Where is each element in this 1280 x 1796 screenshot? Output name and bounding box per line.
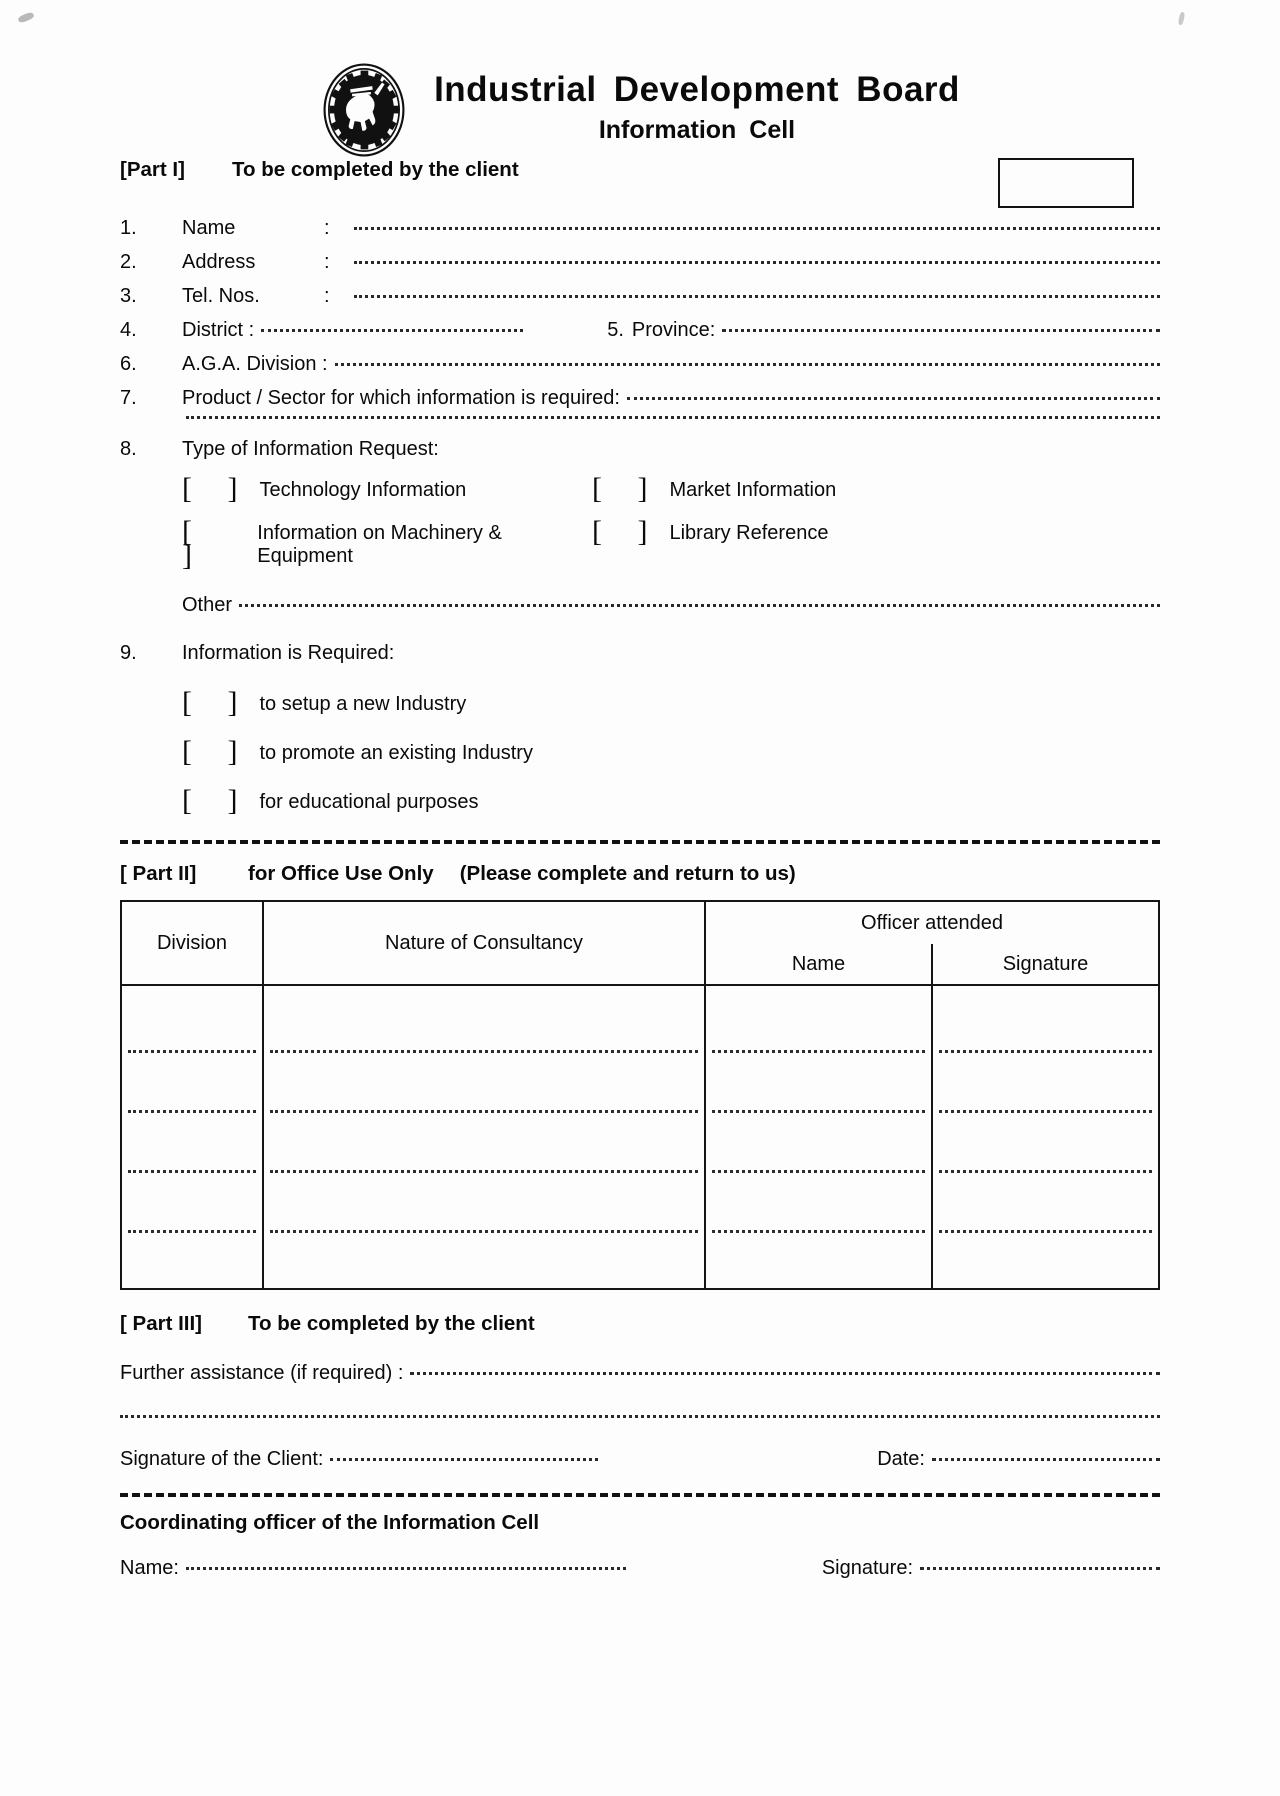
column-header-officer-signature: Signature bbox=[932, 944, 1159, 985]
column-header-nature-of-consultancy: Nature of Consultancy bbox=[263, 901, 705, 985]
district-input-line[interactable] bbox=[261, 329, 523, 332]
item9-label: Information is Required: bbox=[182, 642, 395, 664]
field-number: 7. bbox=[120, 387, 137, 409]
date-input-line[interactable] bbox=[932, 1458, 1160, 1461]
field-number: 8. bbox=[120, 438, 137, 460]
client-details-fields bbox=[120, 217, 1160, 817]
other-input-line[interactable] bbox=[239, 604, 1160, 607]
part3-title: To be completed by the client bbox=[248, 1312, 535, 1335]
field-colon: : bbox=[324, 217, 330, 239]
item8-other-row bbox=[182, 594, 1160, 617]
part2-note: (Please complete and return to us) bbox=[459, 862, 796, 885]
cell-nature-of-consultancy[interactable] bbox=[263, 985, 705, 1289]
checkbox-label: Library Reference bbox=[669, 522, 829, 544]
part2-heading bbox=[120, 862, 1160, 886]
checkbox-glyph: [ ] bbox=[182, 515, 206, 572]
office-use-table bbox=[120, 900, 1160, 1290]
column-header-division: Division bbox=[121, 901, 263, 985]
item8-options bbox=[182, 472, 1160, 617]
checkbox-label: Technology Information bbox=[259, 479, 467, 501]
table-body-row bbox=[121, 985, 1159, 1289]
checkbox-glyph: [ ] bbox=[182, 472, 252, 505]
organization-subtitle: Information Cell bbox=[598, 116, 796, 144]
checkbox-glyph: [ ] bbox=[182, 735, 252, 768]
item8-option-row-1 bbox=[182, 472, 1160, 505]
product-label: Product / Sector for which information is required: bbox=[182, 387, 620, 409]
telephone-input-line[interactable] bbox=[354, 295, 1160, 298]
cell-division[interactable] bbox=[121, 985, 263, 1289]
client-signature-label: Signature of the Client: bbox=[120, 1448, 324, 1470]
district-label: District : bbox=[182, 319, 255, 341]
checkbox-educational-purposes[interactable] bbox=[182, 784, 479, 817]
idb-lion-gear-emblem-icon bbox=[320, 62, 408, 158]
section-divider-1 bbox=[120, 840, 1160, 844]
item9-options bbox=[182, 686, 1160, 817]
section-divider-2 bbox=[120, 1493, 1160, 1497]
checkbox-label: to promote an existing Industry bbox=[259, 742, 533, 764]
checkbox-setup-new-industry[interactable] bbox=[182, 686, 467, 719]
checkbox-label: to setup a new Industry bbox=[259, 693, 467, 715]
address-input-line[interactable] bbox=[354, 261, 1160, 264]
checkbox-glyph: [ ] bbox=[592, 515, 662, 548]
part1-tag: [Part I] bbox=[120, 158, 185, 181]
item9-option-row-3 bbox=[182, 784, 1160, 817]
aga-input-line[interactable] bbox=[335, 363, 1160, 366]
client-signature-row bbox=[120, 1448, 1160, 1471]
field-product-sector-row-2 bbox=[120, 420, 1160, 423]
field-label: Tel. Nos. bbox=[182, 285, 260, 307]
checkbox-technology-information[interactable] bbox=[182, 472, 592, 505]
product-input-line-2[interactable] bbox=[186, 416, 1160, 419]
part3-heading bbox=[120, 1312, 1160, 1336]
field-colon: : bbox=[324, 285, 330, 307]
reference-number-box[interactable] bbox=[998, 158, 1134, 208]
name-input-line[interactable] bbox=[354, 227, 1160, 230]
column-header-officer-name: Name bbox=[705, 944, 932, 985]
field-aga-division-row bbox=[120, 354, 1160, 374]
coordinating-signature-input-line[interactable] bbox=[920, 1567, 1160, 1570]
checkbox-glyph: [ ] bbox=[182, 686, 252, 719]
checkbox-machinery-equipment[interactable] bbox=[182, 515, 592, 572]
coordinating-name-label: Name: bbox=[120, 1557, 179, 1579]
field-number: 3. bbox=[120, 285, 137, 307]
organization-title: Industrial Development Board bbox=[434, 70, 960, 109]
column-header-officer-attended: Officer attended bbox=[705, 901, 1159, 944]
item9-option-row-2 bbox=[182, 735, 1160, 768]
further-assistance-label: Further assistance (if required) : bbox=[120, 1362, 404, 1384]
further-assistance-input-line-2[interactable] bbox=[120, 1415, 1160, 1418]
coordinating-name-input-line[interactable] bbox=[186, 1567, 626, 1570]
table-header-row bbox=[121, 901, 1159, 944]
checkbox-promote-existing-industry[interactable] bbox=[182, 735, 533, 768]
field-name-row bbox=[120, 218, 1160, 238]
checkbox-label: Market Information bbox=[669, 479, 837, 501]
field-number: 4. bbox=[120, 319, 137, 341]
item8-option-row-2 bbox=[182, 515, 1160, 572]
field-label: Name bbox=[182, 217, 236, 239]
part2-title: for Office Use Only bbox=[248, 862, 434, 885]
checkbox-market-information[interactable] bbox=[592, 472, 837, 505]
field-address-row bbox=[120, 252, 1160, 272]
field-number: 1. bbox=[120, 217, 137, 239]
field-number: 9. bbox=[120, 642, 137, 664]
client-signature-input-line[interactable] bbox=[330, 1458, 598, 1461]
form-body bbox=[120, 158, 1160, 1580]
field-product-sector-row bbox=[120, 388, 1160, 408]
aga-label: A.G.A. Division : bbox=[182, 353, 328, 375]
field-number: 6. bbox=[120, 353, 137, 375]
further-assistance-row bbox=[120, 1362, 1160, 1385]
product-input-line-1[interactable] bbox=[627, 397, 1160, 400]
checkbox-label: for educational purposes bbox=[259, 791, 479, 813]
item8-label: Type of Information Request: bbox=[182, 438, 439, 460]
item9-option-row-1 bbox=[182, 686, 1160, 719]
cell-officer-signature[interactable] bbox=[932, 985, 1159, 1289]
province-input-line[interactable] bbox=[722, 329, 1160, 332]
item8-heading-row bbox=[120, 439, 1160, 459]
cell-officer-name[interactable] bbox=[705, 985, 932, 1289]
date-label: Date: bbox=[877, 1448, 925, 1470]
document-header bbox=[0, 0, 1280, 158]
coordinating-signature-label: Signature: bbox=[821, 1557, 913, 1579]
province-label: Province: bbox=[631, 319, 716, 341]
field-label: Address bbox=[182, 251, 256, 273]
further-assistance-input-line-1[interactable] bbox=[410, 1372, 1160, 1375]
field-number: 2. bbox=[120, 251, 137, 273]
checkbox-label: Information on Machinery & Equipment bbox=[257, 522, 502, 567]
item9-heading-row bbox=[120, 643, 1160, 663]
part1-title: To be completed by the client bbox=[232, 158, 519, 181]
checkbox-library-reference[interactable] bbox=[592, 515, 829, 548]
other-label: Other bbox=[182, 594, 233, 616]
part3-tag: [ Part III] bbox=[120, 1312, 203, 1335]
field-district-province-row bbox=[120, 320, 1160, 340]
field-telephone-row bbox=[120, 286, 1160, 306]
coordinating-officer-title: Coordinating officer of the Information Cell bbox=[120, 1511, 540, 1534]
field-colon: : bbox=[324, 251, 330, 273]
checkbox-glyph: [ ] bbox=[182, 784, 252, 817]
checkbox-glyph: [ ] bbox=[592, 472, 662, 505]
province-number: 5. bbox=[607, 319, 624, 341]
part2-tag: [ Part II] bbox=[120, 862, 197, 885]
coordinating-officer-row bbox=[120, 1557, 1160, 1580]
